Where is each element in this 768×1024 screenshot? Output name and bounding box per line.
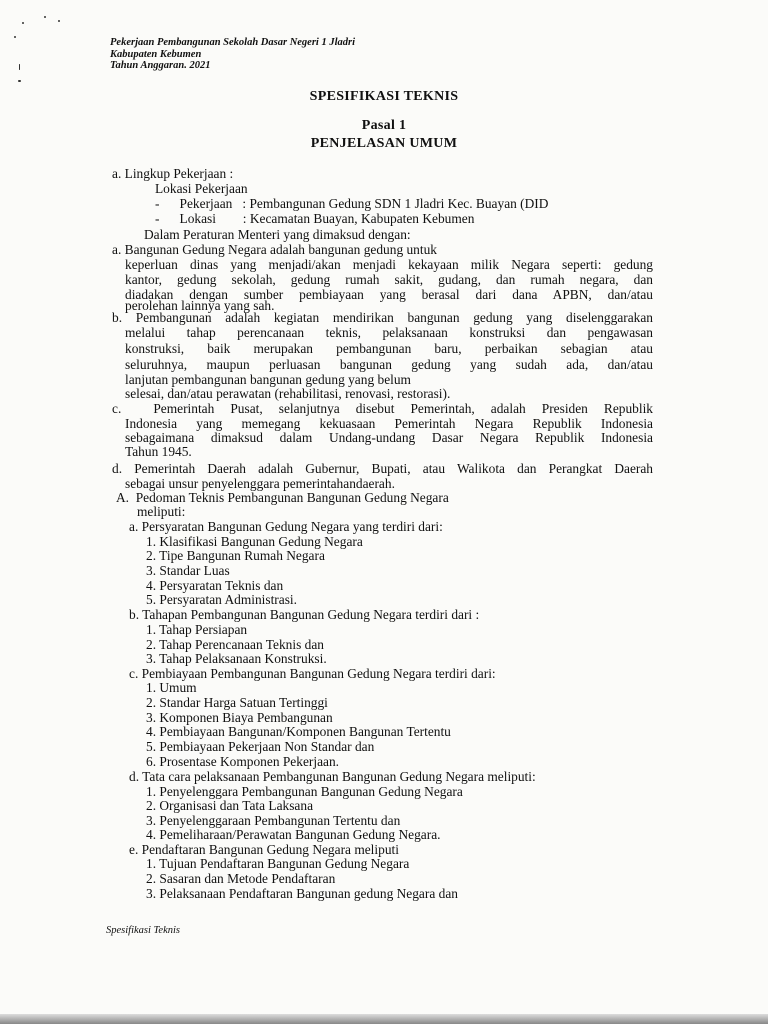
header-regency: Kabupaten Kebumen <box>110 48 202 60</box>
scan-edge <box>0 1014 768 1024</box>
text-line: 2. Tahap Perencanaan Teknis dan <box>146 637 324 652</box>
text-line: d. Pemerintah Daerah adalah Gubernur, Bupati, atau Walikota dan Perangkat Daerah <box>112 461 653 476</box>
header-project: Pekerjaan Pembangunan Sekolah Dasar Negeri 1 Jladri <box>110 37 356 48</box>
text-line: - Lokasi : Kecamatan Buayan, Kabupaten Kebumen <box>155 211 475 226</box>
text-line: 1. Umum <box>146 680 197 695</box>
document-title: SPESIFIKASI TEKNIS <box>309 89 459 104</box>
text-line: c. Pembiayaan Pembangunan Bangunan Gedung Negara terdiri dari: <box>129 666 496 681</box>
article-title: PENJELASAN UMUM <box>310 136 458 151</box>
text-line: diadakan dengan sumber pembiayaan yang berasal dari dana APBN, dan/atau <box>125 287 653 302</box>
text-line: 2. Standar Harga Satuan Tertinggi <box>146 695 328 710</box>
text-line: c. Pemerintah Pusat, selanjutnya disebut Pemerintah, adalah Presiden Republik <box>112 401 653 416</box>
text-line: 3. Komponen Biaya Pembangunan <box>146 710 333 725</box>
text-line: seluruhnya, maupun perluasan bangunan gedung yang sudah ada, dan/atau <box>125 357 653 372</box>
text-line: konstruksi, baik merupakan pembangunan baru, perbaikan sebagian atau <box>125 341 653 356</box>
header-fiscal-year: Tahun Anggaran. 2021 <box>110 60 211 71</box>
text-line: e. Pendaftaran Bangunan Gedung Negara meliputi <box>129 842 399 857</box>
text-line: 1. Penyelenggara Pembangunan Bangunan Gedung Negara <box>146 784 463 799</box>
text-line: b. Pembangunan adalah kegiatan mendirikan bangunan gedung yang diselenggarakan <box>112 310 653 325</box>
text-line: Lokasi Pekerjaan <box>155 181 248 196</box>
scan-speck <box>58 20 60 22</box>
text-line: selesai, dan/atau perawatan (rehabilitasi, renovasi, restorasi). <box>125 386 451 401</box>
text-line: 1. Klasifikasi Bangunan Gedung Negara <box>146 534 363 549</box>
text-line: A. Pedoman Teknis Pembangunan Bangunan Gedung Negara <box>116 490 449 505</box>
text-line: 3. Tahap Pelaksanaan Konstruksi. <box>146 651 327 666</box>
text-line: Dalam Peraturan Menteri yang dimaksud dengan: <box>144 227 411 242</box>
article-number: Pasal 1 <box>361 118 407 133</box>
text-line: lanjutan pembangunan bangunan gedung yang belum <box>125 372 411 387</box>
text-line: 2. Organisasi dan Tata Laksana <box>146 798 314 813</box>
text-line: 4. Persyaratan Teknis dan <box>146 578 284 593</box>
text-line: 2. Tipe Bangunan Rumah Negara <box>146 548 325 563</box>
text-line: kantor, gedung sekolah, gedung rumah sakit, gudang, dan rumah negara, dan <box>125 272 653 287</box>
document-header <box>110 37 355 72</box>
text-line: melalui tahap perencanaan teknis, pelaksanaan konstruksi dan pengawasan <box>125 325 653 340</box>
text-line: keperluan dinas yang menjadi/akan menjadi kekayaan milik Negara seperti: gedung <box>125 257 653 272</box>
text-line: Indonesia yang memegang kekuasaan Pemerintah Negara Republik Indonesia <box>125 416 653 431</box>
text-line: 3. Standar Luas <box>146 563 230 578</box>
text-line: 5. Persyaratan Administrasi. <box>146 592 297 607</box>
text-line: 3. Pelaksanaan Pendaftaran Bangunan gedung Negara dan <box>146 886 458 901</box>
text-line: b. Tahapan Pembangunan Bangunan Gedung Negara terdiri dari : <box>129 607 480 622</box>
text-line: a. Persyaratan Bangunan Gedung Negara yang terdiri dari: <box>129 519 443 534</box>
page-footer: Spesifikasi Teknis <box>106 925 180 936</box>
text-line: - Pekerjaan : Pembangunan Gedung SDN 1 Jladri Kec. Buayan (DID <box>155 196 549 211</box>
text-line: a. Bangunan Gedung Negara adalah bangunan gedung untuk <box>112 242 437 257</box>
text-line: 6. Prosentase Komponen Pekerjaan. <box>146 754 340 769</box>
text-line: a. Lingkup Pekerjaan : <box>112 166 234 181</box>
text-line: perolehan lainnya yang sah. <box>125 298 275 313</box>
text-line: Tahun 1945. <box>125 444 192 459</box>
scan-speck <box>19 64 20 70</box>
text-line: 2. Sasaran dan Metode Pendaftaran <box>146 871 336 886</box>
text-line: sebagai unsur penyelenggara pemerintahandaerah. <box>125 476 395 491</box>
text-line: 3. Penyelenggaraan Pembangunan Tertentu dan <box>146 813 401 828</box>
text-line: 5. Pembiayaan Pekerjaan Non Standar dan <box>146 739 375 754</box>
text-line: sebagaimana dimaksud dalam Undang-undang Dasar Negara Republik Indonesia <box>125 430 653 445</box>
text-line: 4. Pemeliharaan/Perawatan Bangunan Gedung Negara. <box>146 827 441 842</box>
scan-speck <box>14 36 16 38</box>
scan-speck <box>44 16 46 18</box>
text-line: 1. Tahap Persiapan <box>146 622 248 637</box>
text-line: meliputi: <box>137 504 186 519</box>
text-line: 1. Tujuan Pendaftaran Bangunan Gedung Negara <box>146 856 410 871</box>
text-line: 4. Pembiayaan Bangunan/Komponen Bangunan Tertentu <box>146 724 451 739</box>
scan-speck <box>18 80 21 82</box>
text-line: d. Tata cara pelaksanaan Pembangunan Bangunan Gedung Negara meliputi: <box>129 769 536 784</box>
scan-speck <box>22 22 24 24</box>
